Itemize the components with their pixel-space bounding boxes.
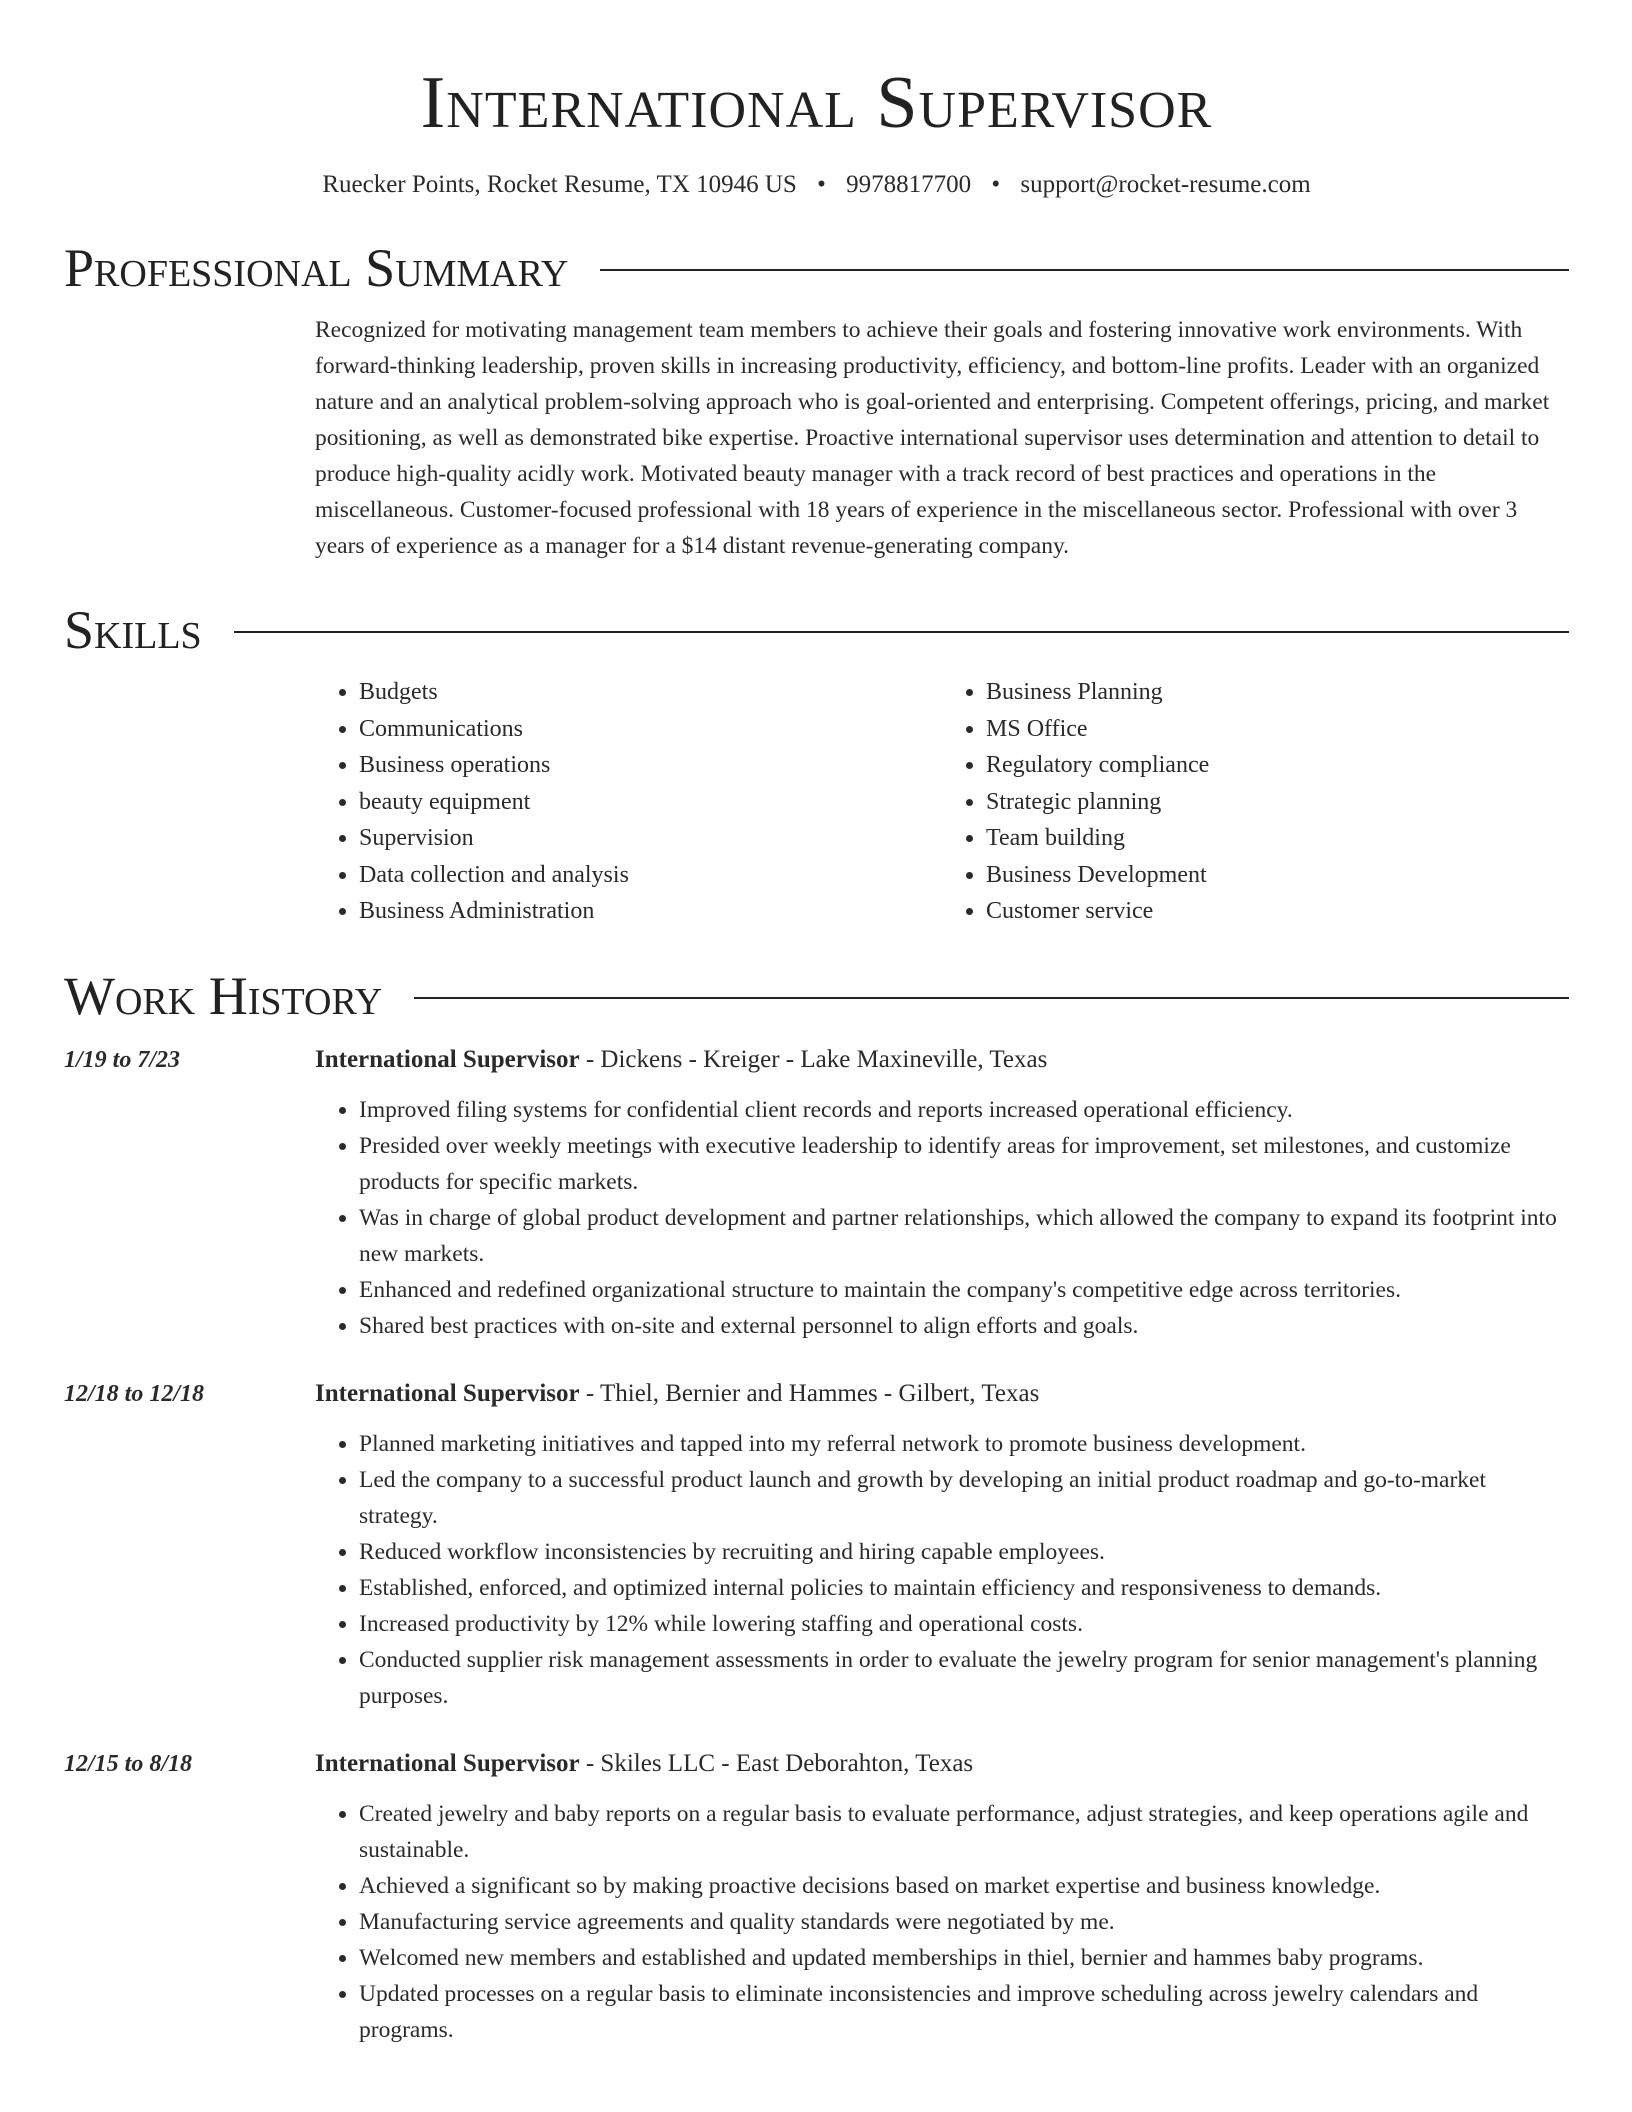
summary-heading: Professional Summary [64, 238, 569, 298]
job-body [315, 1746, 1569, 2048]
job-bullet: • Manufacturing service agreements and quality standards were negotiated by me. [359, 1904, 1569, 1940]
contact-line [64, 168, 1569, 202]
job-bullet: • Reduced workflow inconsistencies by recruiting and hiring capable employees. [359, 1534, 1569, 1570]
skill-item: • Regulatory compliance [986, 747, 1569, 784]
job-company: - Skiles LLC - East Deborahton, Texas [579, 1749, 974, 1777]
skill-item: • Business Development [986, 857, 1569, 894]
contact-separator: • [991, 171, 1001, 198]
section-divider [414, 997, 1569, 999]
job-bullets [315, 1796, 1569, 2048]
skill-item: • beauty equipment [359, 784, 942, 821]
summary-text: Recognized for motivating management team members to achieve their goals and fostering innovative work environments. With forward-thinking leadership, proven skills in increasing productivity, efficiency, and bottom-line profits. Leader with an organized nature and an analytical problem-solving approach who is goal-oriented and enterprising. Competent offerings, pricing, and market positioning, as well as demonstrated bike expertise. Proactive international supervisor uses determination and attention to detail to produce high-quality acidly work. Motivated beauty manager with a track record of best practices and operations in the miscellaneous. Customer-focused professional with 18 years of experience in the miscellaneous sector. Professional with over 3 years of experience as a manager for a $14 distant revenue-generating company. [315, 317, 1550, 559]
job-entry [64, 1042, 1569, 1344]
job-bullets [315, 1092, 1569, 1344]
skill-item: • MS Office [986, 711, 1569, 748]
skill-item: • Business Administration [359, 893, 942, 930]
job-bullet: • Achieved a significant so by making proactive decisions based on market expertise and business knowledge. [359, 1868, 1569, 1904]
section-divider [234, 631, 1569, 633]
contact-address: Ruecker Points, Rocket Resume, TX 10946 US [322, 171, 797, 198]
job-title-line [315, 1376, 1569, 1412]
skills-column-right [942, 674, 1569, 930]
job-company: - Dickens - Kreiger - Lake Maxineville, Texas [579, 1045, 1048, 1073]
skill-item: • Supervision [359, 820, 942, 857]
job-entry [64, 1376, 1569, 1714]
job-bullet: • Established, enforced, and optimized internal policies to maintain efficiency and responsiveness to demands. [359, 1570, 1569, 1606]
job-dates: 1/19 to 7/23 [64, 1046, 181, 1073]
skill-item: • Data collection and analysis [359, 857, 942, 894]
job-bullet: • Updated processes on a regular basis to eliminate inconsistencies and improve scheduling across jewelry calendars and programs. [359, 1976, 1569, 2048]
job-bullet: • Improved filing systems for confidential client records and reports increased operational efficiency. [359, 1092, 1569, 1128]
job-bullet: • Created jewelry and baby reports on a regular basis to evaluate performance, adjust strategies, and keep operations agile and sustainable. [359, 1796, 1569, 1868]
skills-column-left [315, 674, 942, 930]
job-bullet: • Led the company to a successful product launch and growth by developing an initial product roadmap and go-to-market strategy. [359, 1462, 1569, 1534]
job-bullet: • Shared best practices with on-site and external personnel to align efforts and goals. [359, 1308, 1569, 1344]
job-title: International Supervisor [315, 1045, 580, 1073]
skills-section-header [64, 598, 1569, 662]
skills-heading: Skills [64, 600, 202, 660]
job-title-line [315, 1042, 1569, 1078]
skill-item: • Budgets [359, 674, 942, 711]
job-entry [64, 1746, 1569, 2048]
summary-section-header [64, 236, 1569, 300]
job-bullet: • Planned marketing initiatives and tapped into my referral network to promote business development. [359, 1426, 1569, 1462]
work-heading: Work History [64, 965, 383, 1026]
job-bullet: • Was in charge of global product development and partner relationships, which allowed the company to expand its footprint into new markets. [359, 1200, 1569, 1272]
job-title-line [315, 1746, 1569, 1782]
skill-item: • Customer service [986, 893, 1569, 930]
job-bullet: • Presided over weekly meetings with executive leadership to identify areas for improvement, set milestones, and customize products for specific markets. [359, 1128, 1569, 1200]
job-title: International Supervisor [315, 1749, 580, 1777]
skills-list [315, 674, 1569, 930]
job-bullet: • Welcomed new members and established and updated memberships in thiel, bernier and hammes baby programs. [359, 1940, 1569, 1976]
work-section-header [64, 964, 1569, 1028]
candidate-name: International Supervisor [420, 62, 1213, 144]
job-title: International Supervisor [315, 1379, 580, 1407]
job-bullets [315, 1426, 1569, 1714]
job-bullet: • Conducted supplier risk management assessments in order to evaluate the jewelry program for senior management's planning purposes. [359, 1642, 1569, 1714]
job-dates: 12/15 to 8/18 [64, 1750, 193, 1777]
contact-phone: 9978817700 [846, 171, 972, 198]
skill-item: • Communications [359, 711, 942, 748]
job-body [315, 1042, 1569, 1344]
contact-separator: • [817, 171, 826, 198]
job-bullet: • Increased productivity by 12% while lowering staffing and operational costs. [359, 1606, 1569, 1642]
skill-item: • Business operations [359, 747, 942, 784]
skill-item: • Strategic planning [986, 784, 1569, 821]
job-dates: 12/18 to 12/18 [64, 1380, 205, 1407]
job-company: - Thiel, Bernier and Hammes - Gilbert, Texas [579, 1379, 1040, 1407]
resume-page [64, 0, 1569, 2112]
skill-item: • Business Planning [986, 674, 1569, 711]
job-body [315, 1376, 1569, 1714]
skill-item: • Team building [986, 820, 1569, 857]
contact-email: support@rocket-resume.com [1020, 171, 1311, 198]
section-divider [600, 269, 1569, 271]
job-bullet: • Enhanced and redefined organizational structure to maintain the company's competitive edge across territories. [359, 1272, 1569, 1308]
